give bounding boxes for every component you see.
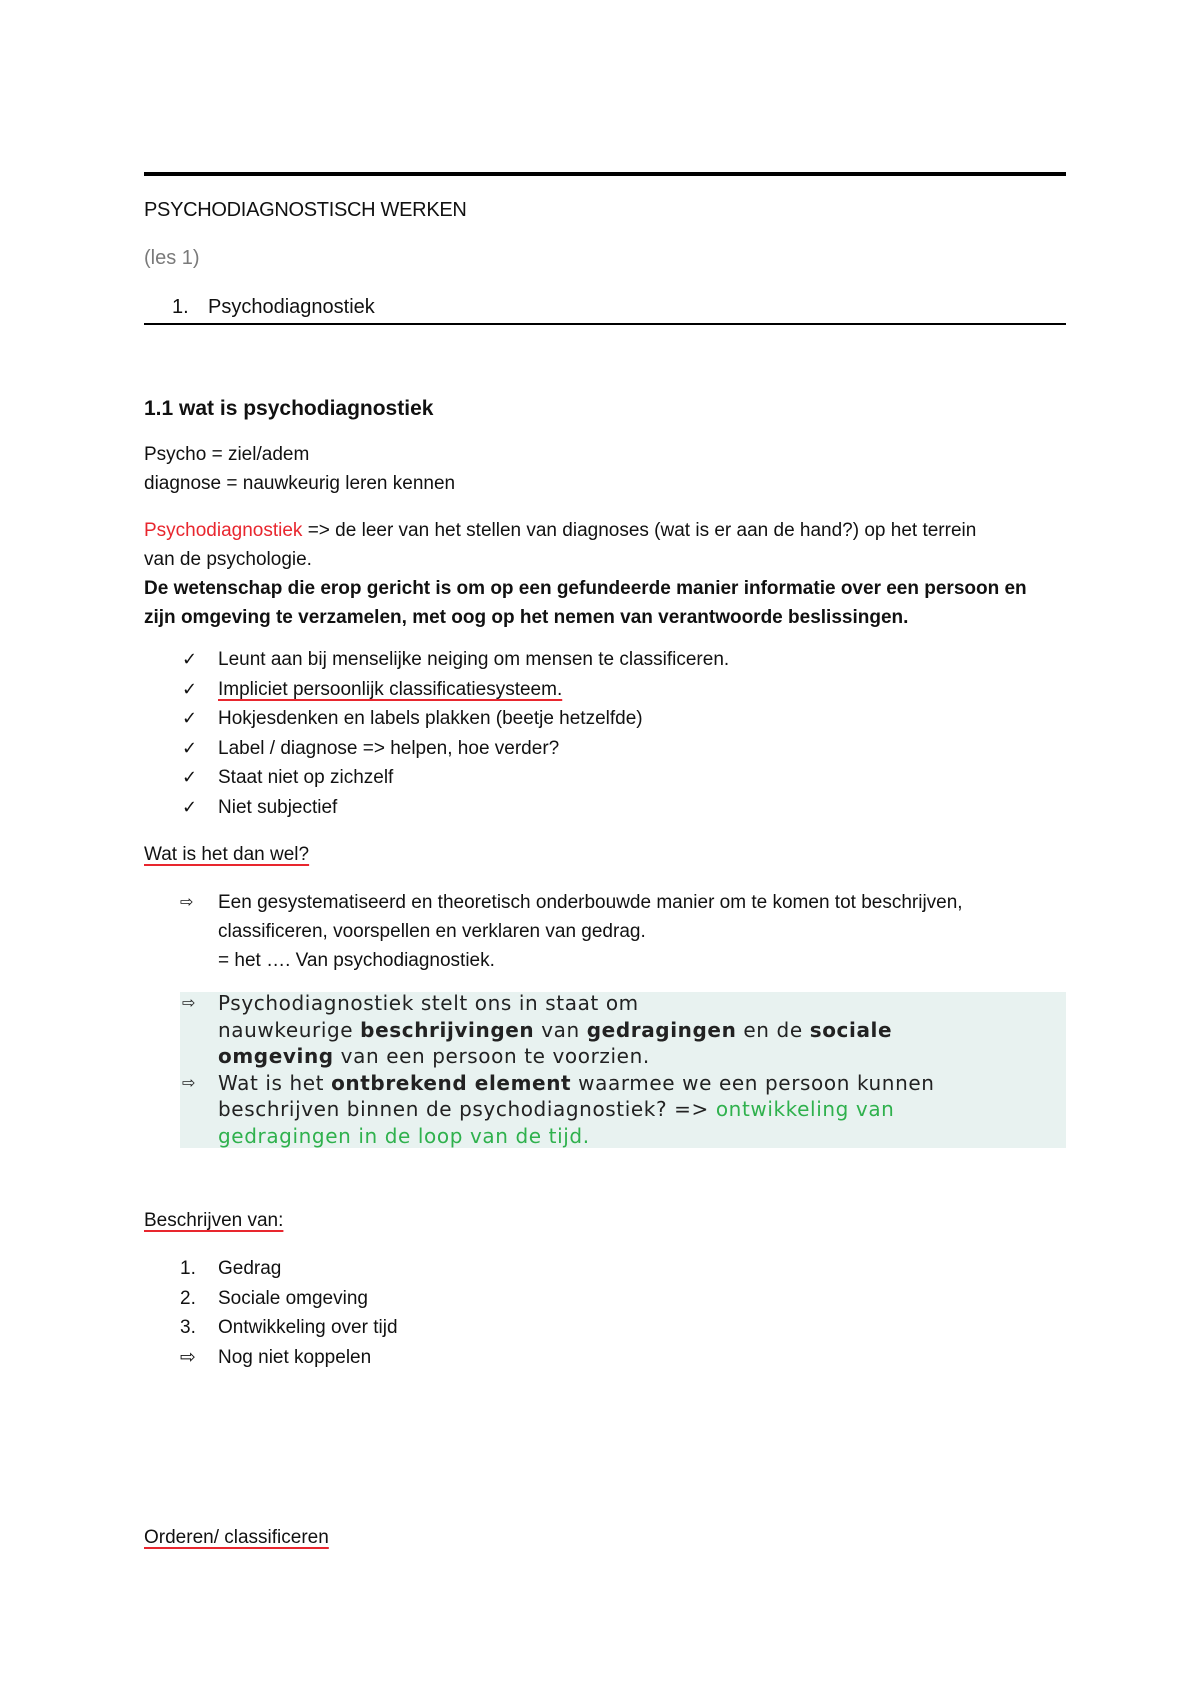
arrow-item: ⇨ Een gesystematiseerd en theoretisch onderbouwde manier om te komen tot beschrijven, classificeren, voorspellen en verklaren van gedrag. = het …. Van psychodiagnostiek. [144,888,1066,978]
definition-bold-line-2: zijn omgeving te verzamelen, met oog op het nemen van verantwoorde beslissingen. [144,607,909,628]
spellcheck-underlined-text: Impliciet persoonlijk classificatiesysteem. [218,678,563,700]
highlight-item: ⇨ Psychodiagnostiek stelt ons in staat om nauwkeurige beschrijvingen van gedragingen en de sociale omgeving van een persoon te voorzien. [182,991,893,1068]
lesson-label: (les 1) [144,247,200,269]
list-item: ✓ Niet subjectief [144,793,1066,823]
check-icon: ✓ [182,767,198,787]
answer-text: gedragingen in de loop van de tijd. [218,1123,590,1148]
list-item: 3. Ontwikkeling over tijd [180,1317,398,1338]
chapter-title: Psychodiagnostiek [208,296,375,318]
highlight-item: ⇨ Wat is het ontbrekend element waarmee we een persoon kunnen beschrijven binnen de psychodiagnostiek? => ontwikkeling van gedragingen in de loop van de tijd. [180,1070,1040,1150]
intro-line-2: diagnose = nauwkeurig leren kennen [144,473,456,494]
intro-line-1: Psycho = ziel/adem [144,444,310,465]
top-rule [144,172,1066,176]
definition-term: Psychodiagnostiek [144,520,303,541]
order-heading: Orderen/ classificeren [144,1527,329,1548]
definition-text: => de leer van het stellen van diagnoses (wat is er aan de hand?) op het terrein [302,520,977,541]
chapter-number: 1. [172,296,189,318]
arrow-right-icon: ⇨ [182,1072,197,1092]
checklist [144,645,1066,822]
arrow-right-icon: ⇨ [180,1346,196,1368]
document-title: PSYCHODIAGNOSTISCH WERKEN [144,199,467,221]
describe-heading: Beschrijven van: [144,1210,284,1231]
arrow-right-icon: ⇨ [180,894,194,911]
check-icon: ✓ [182,796,198,817]
arrow-right-icon: ⇨ [182,993,197,1012]
list-item: ⇨ Nog niet koppelen [144,1343,1066,1373]
chapter-heading [144,293,1066,325]
definition-bold-line-1: De wetenschap die erop gericht is om op een gefundeerde manier informatie over een persoon en [144,578,1027,599]
list-item: ✓ Leunt aan bij menselijke neiging om mensen te classificeren. [144,645,1066,675]
list-item: 1. Gedrag [180,1258,282,1279]
list-item: ✓ Hokjesdenken en labels plakken (beetje hetzelfde) [144,704,1066,734]
definition-line-2: van de psychologie. [144,549,312,570]
list-item [144,675,1066,705]
check-icon: ✓ [182,708,198,728]
list-item: 2. Sociale omgeving [180,1287,368,1309]
describe-list [144,1254,1066,1372]
highlight-text [180,990,1040,1149]
definition-line-1 [144,516,1066,545]
check-icon: ✓ [182,737,198,758]
check-icon: ✓ [182,649,198,669]
check-icon: ✓ [182,678,198,699]
what-heading: Wat is het dan wel? [144,844,310,865]
answer-text: ontwikkeling van [715,1097,895,1121]
list-item: ✓ Label / diagnose => helpen, hoe verder? [144,734,1066,764]
list-item: ✓ Staat niet op zichzelf [144,763,1066,793]
section-title: 1.1 wat is psychodiagnostiek [144,397,434,420]
